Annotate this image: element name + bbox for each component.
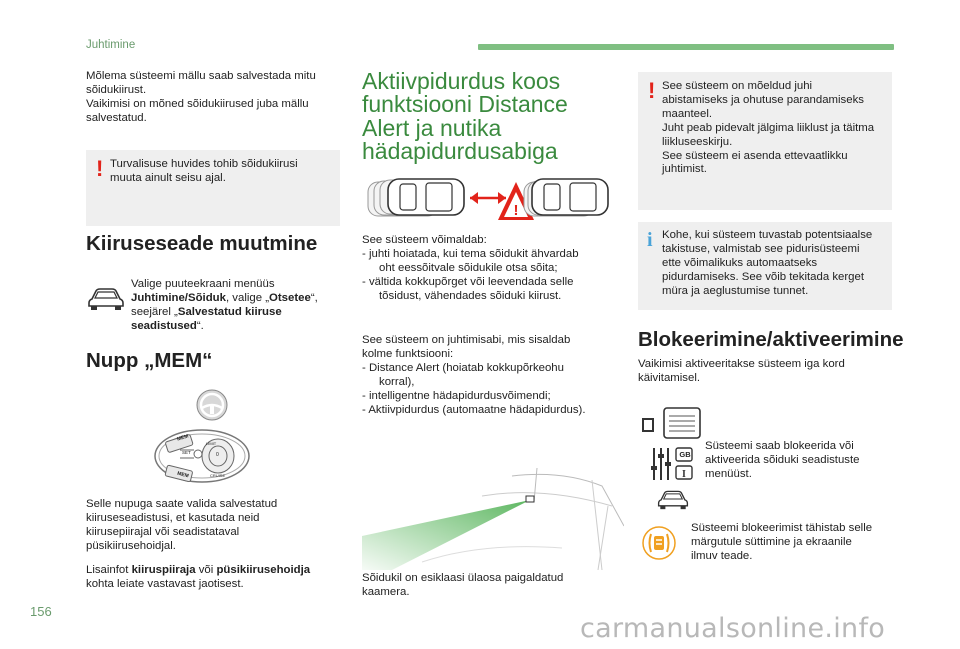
main-title (362, 70, 612, 164)
text-line: menüüst. (705, 467, 752, 480)
text-line: takistuse, valmistab see pidurisüsteemi (662, 242, 860, 255)
text-part: seejärel „ (131, 305, 178, 318)
text-line: See süsteem on juhtimisabi, mis sisaldab (362, 334, 571, 346)
mem-top-label: MEM (176, 433, 190, 443)
text-line: ette võimalikuks automaatseks (662, 256, 818, 269)
indicator-lamp-text (691, 522, 891, 564)
gb-label: GB (679, 450, 691, 459)
text-line: liikluseeskirju. (662, 135, 733, 148)
warning-box (86, 150, 340, 226)
menu-name: Salvestatud kiiruse (177, 305, 282, 318)
text-line: Süsteemi saab blokeerida või (705, 440, 854, 452)
text-part: / (184, 291, 188, 304)
text-line: Selle nupuga saate valida salvestatud (86, 498, 278, 510)
list-item: - vältida kokkupõrget või leevendada selle (362, 275, 574, 288)
text-line: salvestatud. (86, 111, 147, 124)
text-line: Vaikimisi aktiveeritakse süsteem iga kord (638, 358, 845, 370)
camera-text (362, 572, 622, 600)
list-item-continuation: oht eessõitvale sõidukile otsa sõita; (379, 261, 558, 274)
text-part: Valige puuteekraani menüüs (131, 278, 275, 290)
feature-name: püsikiirusehoidja (216, 564, 311, 576)
chapter-bar (478, 44, 894, 50)
default-activation-text (638, 358, 892, 386)
intro-text (86, 70, 336, 126)
text-line: See süsteem võimaldab: (362, 234, 487, 246)
text-line: Süsteemi blokeerimist tähistab selle (691, 522, 873, 534)
text-line: sõidukiirust. (86, 83, 147, 96)
list-item: - intelligentne hädapidurdusvõimendi; (362, 389, 551, 402)
menu-name: Juhtimine (131, 291, 185, 304)
touchscreen-icon (642, 406, 702, 440)
list-item: - Aktiivpidurdus (automaatne hädapidurdus). (362, 403, 586, 416)
text-part: , valige „ (225, 291, 270, 304)
page-number: 156 (30, 604, 52, 619)
cruise-label: CRUISE (210, 473, 226, 478)
warning-icon: ! (96, 156, 104, 181)
info-box (638, 222, 892, 310)
text-line: Kohe, kui süsteem tuvastab potentsiaalse (662, 229, 873, 241)
windshield-camera-illustration (362, 466, 624, 570)
text-line: märgutule süttimine ja ekraanile (691, 535, 852, 548)
zero-label: 0 (216, 452, 219, 458)
info-icon: i (647, 229, 653, 251)
text-line: müra ja aeglustumise tunnet. (662, 284, 809, 297)
text-line: Sõidukil on esiklaasi ülaosa paigaldatud (362, 572, 564, 584)
system-allows-text (362, 234, 622, 304)
title-line: funktsiooni Distance (362, 91, 568, 118)
list-item: - juhti hoiatada, kui tema sõidukit ähvardab (362, 247, 579, 260)
list-item: - Distance Alert (hoiatab kokkupõrkeohu (362, 361, 564, 374)
text-part: Lisainfot (86, 564, 132, 576)
text-part: “, (310, 291, 318, 304)
collision-alert-lamp-icon (641, 525, 677, 561)
svg-text:!: ! (513, 202, 519, 219)
section-title-mem-button: Nupp „MEM“ (86, 349, 213, 372)
menu-name: seadistused (131, 319, 197, 332)
settings-menu-text (705, 440, 895, 482)
system-functions-text (362, 334, 627, 417)
text-line: kohta leiate vastavast jaotisest. (86, 577, 244, 590)
text-line: maanteel. (662, 107, 713, 120)
car-icon (656, 488, 690, 510)
text-part: või (195, 564, 217, 576)
title-line: Alert ja nutika (362, 114, 502, 141)
car-icon (86, 285, 126, 311)
mem-description (86, 498, 336, 554)
svg-text:I: I (682, 469, 686, 480)
limit-label: LIMIT (206, 441, 217, 446)
warning-icon: ! (648, 78, 656, 103)
text-line: Vaikimisi on mõned sõidukiirused juba mällu (86, 97, 309, 110)
text-line: abistamiseks ja ohutuse parandamiseks (662, 93, 864, 106)
text-line: kiiruseseadistusi, et kasutada neid (86, 511, 260, 524)
mem-bottom-label: MEM (176, 470, 190, 480)
text-line: püsikiirusehoidjal. (86, 539, 176, 552)
text-line: muuta ainult seisu ajal. (110, 171, 226, 184)
text-line: juhtimist. (662, 163, 707, 176)
menu-name: Otsetee (269, 291, 311, 304)
list-item-continuation: korral), (379, 375, 415, 388)
set-label: SET (182, 450, 191, 455)
title-line: hädapidurdusabiga (362, 138, 558, 165)
text-line: See süsteem on mõeldud juhi (662, 80, 813, 92)
title-line: Aktiivpidurdus koos (362, 68, 561, 94)
section-title-block-activate: Blokeerimine/aktiveerimine (638, 328, 904, 351)
list-item-continuation: tõsidust, vähendades sõiduki kiirust. (379, 289, 562, 302)
feature-name: kiiruspiiraja (131, 564, 196, 576)
watermark: carmanualsonline.info (580, 613, 886, 644)
text-line: ilmuv teade. (691, 549, 753, 562)
text-line: pidurdamiseks. See võib tekitada kerget (662, 270, 864, 283)
speed-setting-instructions (131, 278, 341, 334)
text-line: kaamera. (362, 585, 410, 598)
menu-name: Sõiduk (187, 291, 226, 304)
text-line: kolme funktsiooni: (362, 347, 454, 360)
more-info-text (86, 564, 346, 592)
text-line: kiirusepiirajal või seadistataval (86, 525, 240, 538)
text-line: käivitamisel. (638, 371, 701, 384)
text-line: Turvalisuse huvides tohib sõidukiirusi (110, 158, 298, 170)
text-part: “. (196, 319, 204, 332)
warning-box-driver (638, 72, 892, 210)
collision-illustration (366, 172, 612, 224)
text-line: aktiveerida sõiduki seadistuste (705, 453, 860, 466)
chapter-title: Juhtimine (86, 39, 136, 51)
text-line: Juht peab pidevalt jälgima liiklust ja täitma (662, 121, 875, 134)
text-line: See süsteem ei asenda ettevaatlikku (662, 149, 848, 162)
text-line: Mõlema süsteemi mällu saab salvestada mitu (86, 70, 316, 82)
section-title-speed-setting: Kiiruseseade muutmine (86, 232, 318, 255)
mem-stalk-illustration (150, 388, 260, 488)
